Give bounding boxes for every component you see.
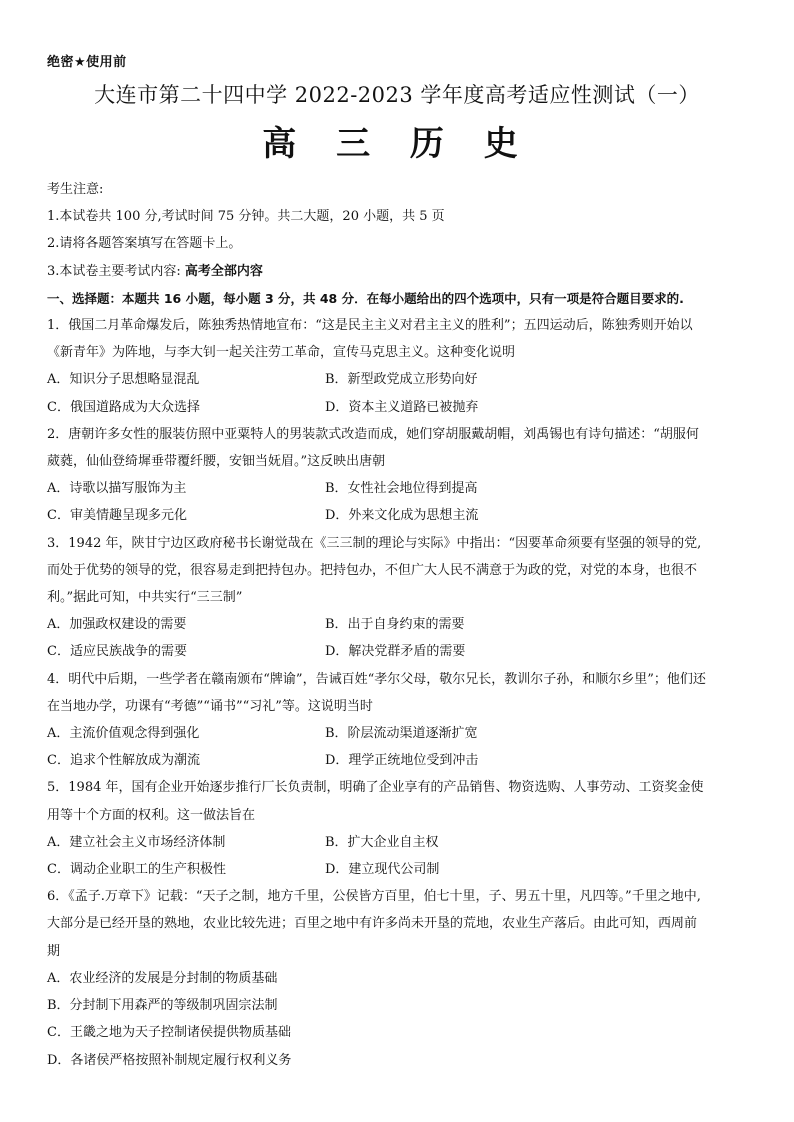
question-text-line: 用等十个方面的权利。这一做法旨在 <box>47 807 256 823</box>
options <box>47 720 759 774</box>
option-b: B．新型政党成立形势向好 <box>325 372 478 388</box>
option-c: C．王畿之地为天子控制诸侯提供物质基础 <box>47 1025 291 1041</box>
option-a: A．建立社会主义市场经济体制 <box>47 834 226 850</box>
section-heading: 一、选择题：本题共 16 小题，每小题 3 分，共 48 分．在每小题给出的四个选项中，只有一项是符合题目要求的. <box>47 290 684 306</box>
option-d: D．理学正统地位受到冲击 <box>325 753 479 769</box>
option-c: C．俄国道路成为大众选择 <box>47 399 200 415</box>
option-d: D．各诸侯严格按照补制规定履行权利义务 <box>47 1052 292 1068</box>
question-text-line: 1．俄国二月革命爆发后，陈独秀热情地宣布：“这是民主主义对君主主义的胜利”；五四运动后，陈独秀则开始以 <box>47 318 693 334</box>
question-1 <box>47 312 759 421</box>
options <box>47 475 759 529</box>
option-b: B．女性社会地位得到提高 <box>325 481 478 497</box>
question-text-line: 利。”据此可知，中共实行“三三制” <box>47 590 243 606</box>
question-4 <box>47 666 759 775</box>
question-text-line: 《新青年》为阵地，与李大钊一起关注劳工革命，宣传马克思主义。这种变化说明 <box>47 345 516 361</box>
question-3 <box>47 530 759 666</box>
option-a: A．加强政权建设的需要 <box>47 617 187 633</box>
notice-item-3-emphasis: 高考全部内容 <box>184 263 263 279</box>
option-a: A．农业经济的发展是分封制的物质基础 <box>47 970 278 986</box>
question-text-line: 3．1942 年，陕甘宁边区政府秘书长谢觉哉在《三三制的理论与实际》中指出：“因要革命须要有坚强的领导的党, <box>47 535 702 551</box>
question-text-line: 4．明代中后期，一些学者在赣南颁布“牌谕”，告诫百姓“孝尔父母，敬尔兄长，教训尔子孙，和顺尔乡里”；他们还 <box>47 671 706 687</box>
option-d: D．解决党群矛盾的需要 <box>325 644 466 660</box>
option-c: C．追求个性解放成为潮流 <box>47 753 200 769</box>
question-text-line: 而处于优势的领导的党，很容易走到把持包办。把持包办，不但广大人民不满意于为政的党，对党的本身，也很不 <box>47 562 698 578</box>
question-2 <box>47 421 759 530</box>
question-text-line: 大部分是已经开垦的熟地，农业比较先进；百里之地中有许多尚未开垦的荒地，农业生产落后。由此可知，西周前 <box>47 916 698 932</box>
question-6 <box>47 883 759 1073</box>
option-b: B．阶层流动渠道逐渐扩宽 <box>325 726 478 742</box>
question-text-line: 期 <box>47 943 61 959</box>
options <box>47 965 759 1074</box>
question-5 <box>47 774 759 883</box>
option-a: A．知识分子思想略显混乱 <box>47 372 200 388</box>
question-text-line: 2．唐朝许多女性的服装仿照中亚粟特人的男装款式改造而成，她们穿胡服戴胡帽，刘禹锡也有诗句描述：“胡服何 <box>47 426 699 442</box>
notice-item-1: 1.本试卷共 100 分,考试时间 75 分钟。共二大题，20 小题，共 5 页 <box>47 209 445 225</box>
question-text-line: 5．1984 年，国有企业开始逐步推行厂长负责制，明确了企业享有的产品销售、物资选购、人事劳动、工资奖金使 <box>47 780 704 796</box>
option-d: D．建立现代公司制 <box>325 862 440 878</box>
exam-content <box>47 176 759 1074</box>
option-b: B．扩大企业自主权 <box>325 834 439 850</box>
option-a: A．诗歌以描写服饰为主 <box>47 481 187 497</box>
option-d: D．资本主义道路已被抛弃 <box>325 399 479 415</box>
options <box>47 611 759 665</box>
option-a: A．主流价值观念得到强化 <box>47 726 200 742</box>
question-text-line: 在当地办学，功课有“考德”“诵书”“习礼”等。这说明当时 <box>47 698 373 714</box>
notice-item-2: 2.请将各题答案填写在答题卡上。 <box>47 236 242 252</box>
confidential-label: 绝密★使用前 <box>47 55 127 70</box>
option-b: B．出于自身约束的需要 <box>325 617 465 633</box>
notice-heading: 考生注意: <box>47 182 104 197</box>
subject-title: 高 三 历 史 <box>262 124 532 164</box>
exam-title: 大连市第二十四中学 2022-2023 学年度高考适应性测试（一） <box>94 83 700 107</box>
notice-item-3-prefix: 3.本试卷主要考试内容: <box>47 263 185 279</box>
question-text-line: 6．《孟子.万章下》记载：“天子之制，地方千里，公侯皆方百里，伯七十里，子、男五十里，凡四等。”千里之地中, <box>47 889 701 905</box>
option-c: C．审美情趣呈现多元化 <box>47 508 187 524</box>
option-c: C．适应民族战争的需要 <box>47 644 187 660</box>
option-d: D．外来文化成为思想主流 <box>325 508 479 524</box>
notice-item-3 <box>47 258 759 285</box>
options <box>47 366 759 420</box>
option-b: B．分封制下用森严的等级制巩固宗法制 <box>47 998 278 1014</box>
options <box>47 829 759 883</box>
option-c: C．调动企业职工的生产积极性 <box>47 862 226 878</box>
question-text-line: 葳蕤，仙仙登绮墀垂带覆纤腰，安钿当妩眉。”这反映出唐朝 <box>47 454 386 470</box>
